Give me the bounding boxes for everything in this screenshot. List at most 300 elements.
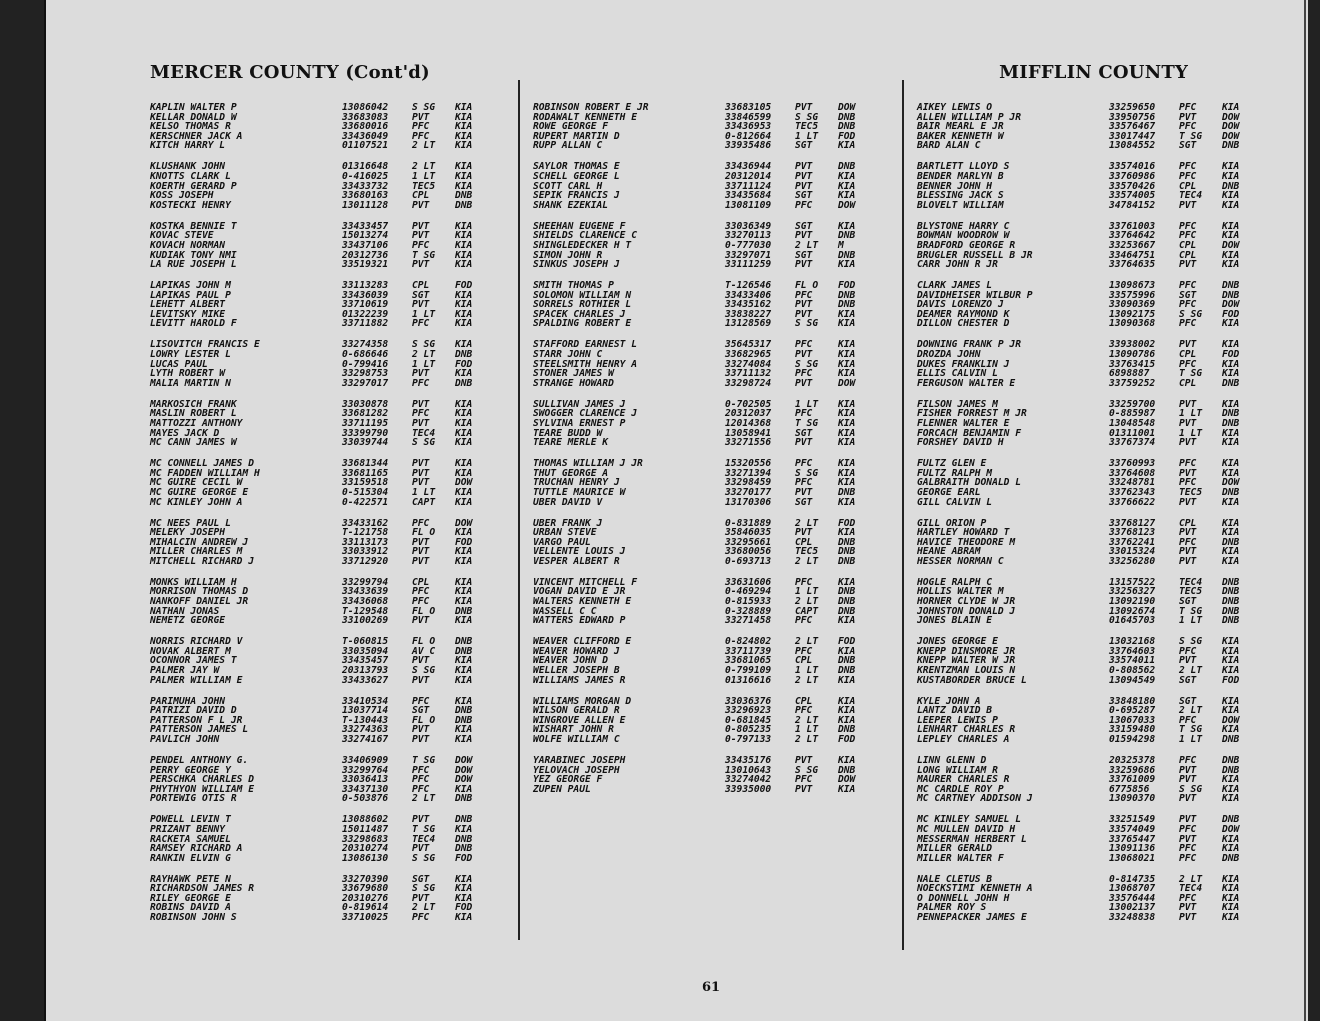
serial-number: 33435176 bbox=[725, 754, 772, 766]
serial-number: 33764608 bbox=[1109, 467, 1156, 479]
status: DNB bbox=[1222, 408, 1240, 420]
name: BRUGLER RUSSELL B JR bbox=[917, 249, 1033, 261]
status: KIA bbox=[838, 368, 856, 380]
rank: PFC bbox=[1179, 477, 1197, 489]
status: KIA bbox=[455, 783, 473, 795]
status: KIA bbox=[838, 339, 856, 351]
rank: AV C bbox=[412, 645, 436, 657]
serial-number: 33683083 bbox=[342, 111, 389, 123]
serial-number: 13081109 bbox=[725, 199, 772, 211]
status: KIA bbox=[1222, 102, 1240, 113]
serial-number: 33256280 bbox=[1109, 555, 1156, 567]
rank: PVT bbox=[1179, 764, 1197, 776]
name: KOSS JOSEPH bbox=[150, 190, 214, 202]
serial-number: 33710025 bbox=[342, 912, 389, 924]
name: WILLIAMS MORGAN D bbox=[533, 695, 632, 707]
name: URBAN STEVE bbox=[533, 527, 597, 539]
status: KIA bbox=[455, 259, 473, 271]
rank: PFC bbox=[1179, 823, 1197, 835]
status: DNB bbox=[1222, 615, 1240, 627]
name: MC KINLEY JOHN A bbox=[150, 496, 243, 508]
rank: 1 LT bbox=[412, 308, 436, 320]
serial-number: 0-885987 bbox=[1109, 408, 1156, 420]
name: RILEY GEORGE E bbox=[150, 892, 231, 904]
rank: PFC bbox=[1179, 280, 1197, 292]
rank: PVT bbox=[1179, 111, 1197, 123]
serial-number: 33270113 bbox=[725, 230, 772, 242]
rank: PVT bbox=[412, 733, 430, 745]
name: PHYTHYON WILLIAM E bbox=[150, 783, 254, 795]
status: KIA bbox=[455, 318, 473, 330]
status: KIA bbox=[1222, 368, 1240, 380]
name: LOWRY LESTER L bbox=[150, 349, 231, 361]
rank: PVT bbox=[795, 299, 813, 311]
name: JONES GEORGE E bbox=[917, 636, 998, 648]
page-number: 61 bbox=[702, 980, 721, 995]
serial-number: 33938002 bbox=[1109, 339, 1156, 351]
name: WINGROVE ALLEN E bbox=[533, 714, 626, 726]
name: MC CARTNEY ADDISON J bbox=[917, 793, 1033, 805]
rank: PFC bbox=[795, 408, 813, 420]
rank: PFC bbox=[1179, 892, 1197, 904]
rank: PFC bbox=[795, 645, 813, 657]
rank: PFC bbox=[412, 774, 430, 786]
rank: PFC bbox=[1179, 121, 1197, 133]
name: VESPER ALBERT R bbox=[533, 555, 620, 567]
name: WISHART JOHN R bbox=[533, 724, 614, 736]
rank: 1 LT bbox=[795, 586, 819, 598]
rank: PVT bbox=[795, 230, 813, 242]
serial-number: 20325378 bbox=[1109, 754, 1156, 766]
name: BARTLETT LLOYD S bbox=[917, 161, 1010, 173]
serial-number: 33298724 bbox=[725, 377, 772, 389]
rank: PVT bbox=[412, 467, 430, 479]
serial-number: 33159480 bbox=[1109, 724, 1156, 736]
status: KIA bbox=[455, 486, 473, 498]
rank: 2 LT bbox=[412, 161, 436, 173]
serial-number: 33711132 bbox=[725, 368, 772, 380]
name: YARABINEC JOSEPH bbox=[533, 754, 626, 766]
name: RUPP ALLAN C bbox=[533, 140, 603, 152]
serial-number: 33271394 bbox=[725, 467, 772, 479]
status: DNB bbox=[1222, 289, 1240, 301]
name: DAVIS LORENZO J bbox=[917, 299, 1004, 311]
status: DNB bbox=[1222, 486, 1240, 498]
status: KIA bbox=[1222, 517, 1240, 529]
status: DNB bbox=[838, 555, 856, 567]
name: SHEEHAN EUGENE F bbox=[533, 220, 626, 232]
rank: FL O bbox=[412, 527, 436, 539]
serial-number: 13032168 bbox=[1109, 636, 1156, 648]
name: LINN GLENN D bbox=[917, 754, 987, 766]
rank: PFC bbox=[412, 586, 430, 598]
name: SYLVINA ERNEST P bbox=[533, 417, 626, 429]
serial-number: 0-515304 bbox=[342, 486, 389, 498]
name: LEHETT ALBERT bbox=[150, 299, 226, 311]
serial-number: 33764603 bbox=[1109, 645, 1156, 657]
name: MC NEES PAUL L bbox=[150, 517, 231, 529]
name: PARIMUHA JOHN bbox=[150, 695, 226, 707]
rank: S SG bbox=[795, 764, 819, 776]
rank: SGT bbox=[1179, 674, 1197, 686]
name: WILSON GERALD R bbox=[533, 705, 620, 717]
name: PATRIZI DAVID D bbox=[150, 705, 237, 717]
name: NANKOFF DANIEL JR bbox=[150, 596, 249, 608]
status: DNB bbox=[838, 586, 856, 598]
rank: 2 LT bbox=[795, 674, 819, 686]
rank: PFC bbox=[795, 368, 813, 380]
rank: CPL bbox=[412, 190, 430, 202]
rank: 1 LT bbox=[1179, 615, 1203, 627]
name: POWELL LEVIN T bbox=[150, 814, 231, 826]
name: O DONNELL JOHN H bbox=[917, 892, 1010, 904]
rank: CAPT bbox=[795, 605, 819, 617]
status: M bbox=[838, 239, 844, 251]
status: DOW bbox=[838, 199, 856, 211]
rank: S SG bbox=[412, 339, 436, 351]
rank: 2 LT bbox=[795, 636, 819, 648]
serial-number: 33298683 bbox=[342, 833, 389, 845]
name: BLESSING JACK S bbox=[917, 190, 1004, 202]
serial-number: 33271458 bbox=[725, 615, 772, 627]
serial-number: 33762241 bbox=[1109, 536, 1156, 548]
name: UBER FRANK J bbox=[533, 517, 603, 529]
serial-number: 12014368 bbox=[725, 417, 772, 429]
status: KIA bbox=[1222, 161, 1240, 173]
status: DOW bbox=[455, 774, 473, 786]
status: DNB bbox=[455, 793, 473, 805]
name: BRADFORD GEORGE R bbox=[917, 239, 1016, 251]
status: FOD bbox=[838, 733, 856, 745]
status: KIA bbox=[1222, 427, 1240, 439]
rank: PVT bbox=[795, 377, 813, 389]
name: DILLON CHESTER D bbox=[917, 318, 1010, 330]
name: STEELSMITH HENRY A bbox=[533, 358, 637, 370]
rank: S SG bbox=[795, 467, 819, 479]
name: KOERTH GERARD P bbox=[150, 180, 237, 192]
serial-number: 33766622 bbox=[1109, 496, 1156, 508]
status: KIA bbox=[455, 249, 473, 261]
status: KIA bbox=[838, 220, 856, 232]
status: KIA bbox=[455, 140, 473, 152]
rank: PFC bbox=[795, 477, 813, 489]
name: RAYHAWK PETE N bbox=[150, 873, 231, 885]
serial-number: 33297071 bbox=[725, 249, 772, 261]
name: MC KINLEY SAMUEL L bbox=[917, 814, 1021, 826]
serial-number: 33433406 bbox=[725, 289, 772, 301]
status: KIA bbox=[1222, 883, 1240, 895]
serial-number: 0-819614 bbox=[342, 902, 389, 914]
rank: PVT bbox=[412, 814, 430, 826]
status: DNB bbox=[455, 843, 473, 855]
rank: PVT bbox=[412, 259, 430, 271]
status: KIA bbox=[455, 674, 473, 686]
serial-number: 33711195 bbox=[342, 417, 389, 429]
serial-number: 13002137 bbox=[1109, 902, 1156, 914]
rank: SGT bbox=[1179, 289, 1197, 301]
name: KNEPP DINSMORE JR bbox=[917, 645, 1016, 657]
serial-number: 33711739 bbox=[725, 645, 772, 657]
name: STAFFORD EARNEST L bbox=[533, 339, 637, 351]
rank: PVT bbox=[1179, 814, 1197, 826]
name: KNEPP WALTER W JR bbox=[917, 655, 1016, 667]
status: DNB bbox=[455, 605, 473, 617]
rank: PVT bbox=[412, 199, 430, 211]
mifflin-county-heading: MIFFLIN COUNTY bbox=[999, 62, 1188, 83]
name: SHIELDS CLARENCE C bbox=[533, 230, 637, 242]
mercer-county-heading: MERCER COUNTY (Cont'd) bbox=[150, 62, 430, 83]
status: KIA bbox=[1222, 220, 1240, 232]
rank: 2 LT bbox=[1179, 873, 1203, 885]
name: UBER DAVID V bbox=[533, 496, 603, 508]
rank: TEC4 bbox=[412, 833, 436, 845]
rank: 2 LT bbox=[795, 517, 819, 529]
name: MASLIN ROBERT L bbox=[150, 408, 237, 420]
status: KIA bbox=[1222, 546, 1240, 558]
status: KIA bbox=[455, 496, 473, 508]
status: KIA bbox=[455, 121, 473, 133]
rank: CPL bbox=[1179, 517, 1197, 529]
status: DNB bbox=[838, 655, 856, 667]
name: NOVAK ALBERT M bbox=[150, 645, 231, 657]
rank: PFC bbox=[1179, 102, 1197, 113]
status: KIA bbox=[1222, 665, 1240, 677]
serial-number: 0-815933 bbox=[725, 596, 772, 608]
name: DUKES FRANKLIN J bbox=[917, 358, 1010, 370]
serial-number: 13011128 bbox=[342, 199, 389, 211]
rank: PVT bbox=[1179, 467, 1197, 479]
rank: 2 LT bbox=[412, 902, 436, 914]
status: DNB bbox=[455, 190, 473, 202]
status: KIA bbox=[455, 458, 473, 470]
rank: PFC bbox=[412, 912, 430, 924]
rank: PFC bbox=[1179, 852, 1197, 864]
status: DNB bbox=[838, 121, 856, 133]
status: FOD bbox=[455, 536, 473, 548]
name: KOVAC STEVE bbox=[150, 230, 214, 242]
status: KIA bbox=[838, 477, 856, 489]
status: KIA bbox=[838, 615, 856, 627]
serial-number: 01311001 bbox=[1109, 427, 1156, 439]
rank: PFC bbox=[412, 239, 430, 251]
status: KIA bbox=[838, 496, 856, 508]
status: KIA bbox=[455, 161, 473, 173]
status: KIA bbox=[1222, 458, 1240, 470]
status: KIA bbox=[838, 358, 856, 370]
rank: CPL bbox=[795, 695, 813, 707]
rank: PVT bbox=[412, 417, 430, 429]
rank: PVT bbox=[412, 477, 430, 489]
status: KIA bbox=[1222, 398, 1240, 410]
serial-number: 33406909 bbox=[342, 754, 389, 766]
serial-number: 33950756 bbox=[1109, 111, 1156, 123]
name: WELLER JOSEPH B bbox=[533, 665, 620, 677]
status: DNB bbox=[838, 486, 856, 498]
status: KIA bbox=[1222, 527, 1240, 539]
serial-number: 34784152 bbox=[1109, 199, 1156, 211]
rank: PVT bbox=[1179, 912, 1197, 924]
serial-number: 33111259 bbox=[725, 259, 772, 271]
name: BAIR MEARL E JR bbox=[917, 121, 1004, 133]
serial-number: 33435684 bbox=[725, 190, 772, 202]
status: KIA bbox=[1222, 249, 1240, 261]
rank: 2 LT bbox=[412, 349, 436, 361]
serial-number: 20312736 bbox=[342, 249, 389, 261]
status: DNB bbox=[1222, 605, 1240, 617]
status: KIA bbox=[455, 695, 473, 707]
serial-number: 0-422571 bbox=[342, 496, 389, 508]
serial-number: 33299794 bbox=[342, 576, 389, 588]
serial-number: 33298753 bbox=[342, 368, 389, 380]
serial-number: 33274042 bbox=[725, 774, 772, 786]
name: PALMER WILLIAM E bbox=[150, 674, 243, 686]
status: KIA bbox=[455, 408, 473, 420]
serial-number: 33681282 bbox=[342, 408, 389, 420]
status: DNB bbox=[838, 764, 856, 776]
serial-number: T-129548 bbox=[342, 605, 389, 617]
serial-number: 33159518 bbox=[342, 477, 389, 489]
name: MILLER WALTER F bbox=[917, 852, 1004, 864]
status: KIA bbox=[1222, 892, 1240, 904]
serial-number: 15013274 bbox=[342, 230, 389, 242]
name: HAVICE THEODORE M bbox=[917, 536, 1016, 548]
serial-number: 33033912 bbox=[342, 546, 389, 558]
name: KERSCHNER JACK A bbox=[150, 130, 243, 142]
rank: PFC bbox=[412, 408, 430, 420]
rank: PFC bbox=[412, 517, 430, 529]
serial-number: 33631606 bbox=[725, 576, 772, 588]
name: WEAVER JOHN D bbox=[533, 655, 609, 667]
rank: PVT bbox=[412, 615, 430, 627]
status: KIA bbox=[838, 695, 856, 707]
status: KIA bbox=[455, 427, 473, 439]
serial-number: 33437106 bbox=[342, 239, 389, 251]
rank: PFC bbox=[795, 339, 813, 351]
name: KYLE JOHN A bbox=[917, 695, 981, 707]
serial-number: 33712920 bbox=[342, 555, 389, 567]
name: NORRIS RICHARD V bbox=[150, 636, 243, 648]
name: RANKIN ELVIN G bbox=[150, 852, 231, 864]
status: KIA bbox=[455, 239, 473, 251]
status: KIA bbox=[838, 408, 856, 420]
serial-number: 01316648 bbox=[342, 161, 389, 173]
status: KIA bbox=[1222, 833, 1240, 845]
serial-number: 01322239 bbox=[342, 308, 389, 320]
name: RICHARDSON JAMES R bbox=[150, 883, 254, 895]
rank: PVT bbox=[412, 724, 430, 736]
name: MC GUIRE GEORGE E bbox=[150, 486, 249, 498]
name: HOGLE RALPH C bbox=[917, 576, 993, 588]
rank: 2 LT bbox=[412, 793, 436, 805]
name: MARKOSICH FRANK bbox=[150, 398, 237, 410]
status: DNB bbox=[1222, 536, 1240, 548]
serial-number: 33765447 bbox=[1109, 833, 1156, 845]
name: ELLIS CALVIN L bbox=[917, 368, 998, 380]
serial-number: 13092674 bbox=[1109, 605, 1156, 617]
serial-number: T-126546 bbox=[725, 280, 772, 292]
name: PENNEPACKER JAMES E bbox=[917, 912, 1027, 924]
column-divider-right bbox=[902, 80, 904, 950]
serial-number: 0-503876 bbox=[342, 793, 389, 805]
name: LISOVITCH FRANCIS E bbox=[150, 339, 260, 351]
name: WALTERS KENNETH E bbox=[533, 596, 632, 608]
serial-number: 33760986 bbox=[1109, 170, 1156, 182]
serial-number: 13067033 bbox=[1109, 714, 1156, 726]
status: KIA bbox=[455, 733, 473, 745]
name: KELLAR DONALD W bbox=[150, 111, 237, 123]
name: VARGO PAUL bbox=[533, 536, 591, 548]
status: DOW bbox=[1222, 239, 1240, 251]
rank: S SG bbox=[1179, 636, 1203, 648]
rank: PFC bbox=[1179, 536, 1197, 548]
name: DEAMER RAYMOND K bbox=[917, 308, 1010, 320]
status: DNB bbox=[455, 645, 473, 657]
rank: S SG bbox=[412, 665, 436, 677]
name: BARD ALAN C bbox=[917, 140, 981, 152]
serial-number: 33015324 bbox=[1109, 546, 1156, 558]
name: TRUCHAN HENRY J bbox=[533, 477, 620, 489]
rank: 1 LT bbox=[795, 665, 819, 677]
rank: SGT bbox=[412, 289, 430, 301]
name: MC FADDEN WILLIAM H bbox=[150, 467, 260, 479]
rank: PVT bbox=[412, 536, 430, 548]
name: MAURER CHARLES R bbox=[917, 774, 1010, 786]
rank: PVT bbox=[795, 527, 813, 539]
serial-number: 13090370 bbox=[1109, 793, 1156, 805]
serial-number: 33761009 bbox=[1109, 774, 1156, 786]
name: KLUSHANK JOHN bbox=[150, 161, 226, 173]
rank: PVT bbox=[412, 230, 430, 242]
rank: 2 LT bbox=[795, 555, 819, 567]
rank: S SG bbox=[795, 358, 819, 370]
serial-number: 0-702505 bbox=[725, 398, 772, 410]
serial-number: 33436049 bbox=[342, 130, 389, 142]
rank: CAPT bbox=[412, 496, 436, 508]
status: FOD bbox=[1222, 349, 1240, 361]
name: YEZ GEORGE F bbox=[533, 774, 603, 786]
status: DNB bbox=[1222, 140, 1240, 152]
serial-number: T-121758 bbox=[342, 527, 389, 539]
name: GALBRAITH DONALD L bbox=[917, 477, 1021, 489]
rank: TEC5 bbox=[1179, 486, 1203, 498]
status: DNB bbox=[1222, 733, 1240, 745]
serial-number: 33113173 bbox=[342, 536, 389, 548]
name: DROZDA JOHN bbox=[917, 349, 981, 361]
serial-number: 33761003 bbox=[1109, 220, 1156, 232]
rank: 2 LT bbox=[1179, 665, 1203, 677]
name: MIHALCIN ANDREW J bbox=[150, 536, 249, 548]
status: KIA bbox=[455, 289, 473, 301]
rank: CPL bbox=[412, 576, 430, 588]
serial-number: 0-797133 bbox=[725, 733, 772, 745]
name: MELEKY JOSEPH bbox=[150, 527, 226, 539]
status: KIA bbox=[1222, 636, 1240, 648]
status: KIA bbox=[455, 596, 473, 608]
serial-number: 33435457 bbox=[342, 655, 389, 667]
name: LONG WILLIAM R bbox=[917, 764, 998, 776]
name: PRIZANT BENNY bbox=[150, 823, 226, 835]
name: LEEPER LEWIS P bbox=[917, 714, 998, 726]
rank: SGT bbox=[795, 427, 813, 439]
name: FULTZ GLEN E bbox=[917, 458, 987, 470]
serial-number: 33848180 bbox=[1109, 695, 1156, 707]
rank: SGT bbox=[1179, 695, 1197, 707]
rank: PVT bbox=[795, 102, 813, 113]
rank: CPL bbox=[1179, 239, 1197, 251]
status: DNB bbox=[455, 714, 473, 726]
name: LYTH ROBERT W bbox=[150, 368, 226, 380]
serial-number: 13098673 bbox=[1109, 280, 1156, 292]
